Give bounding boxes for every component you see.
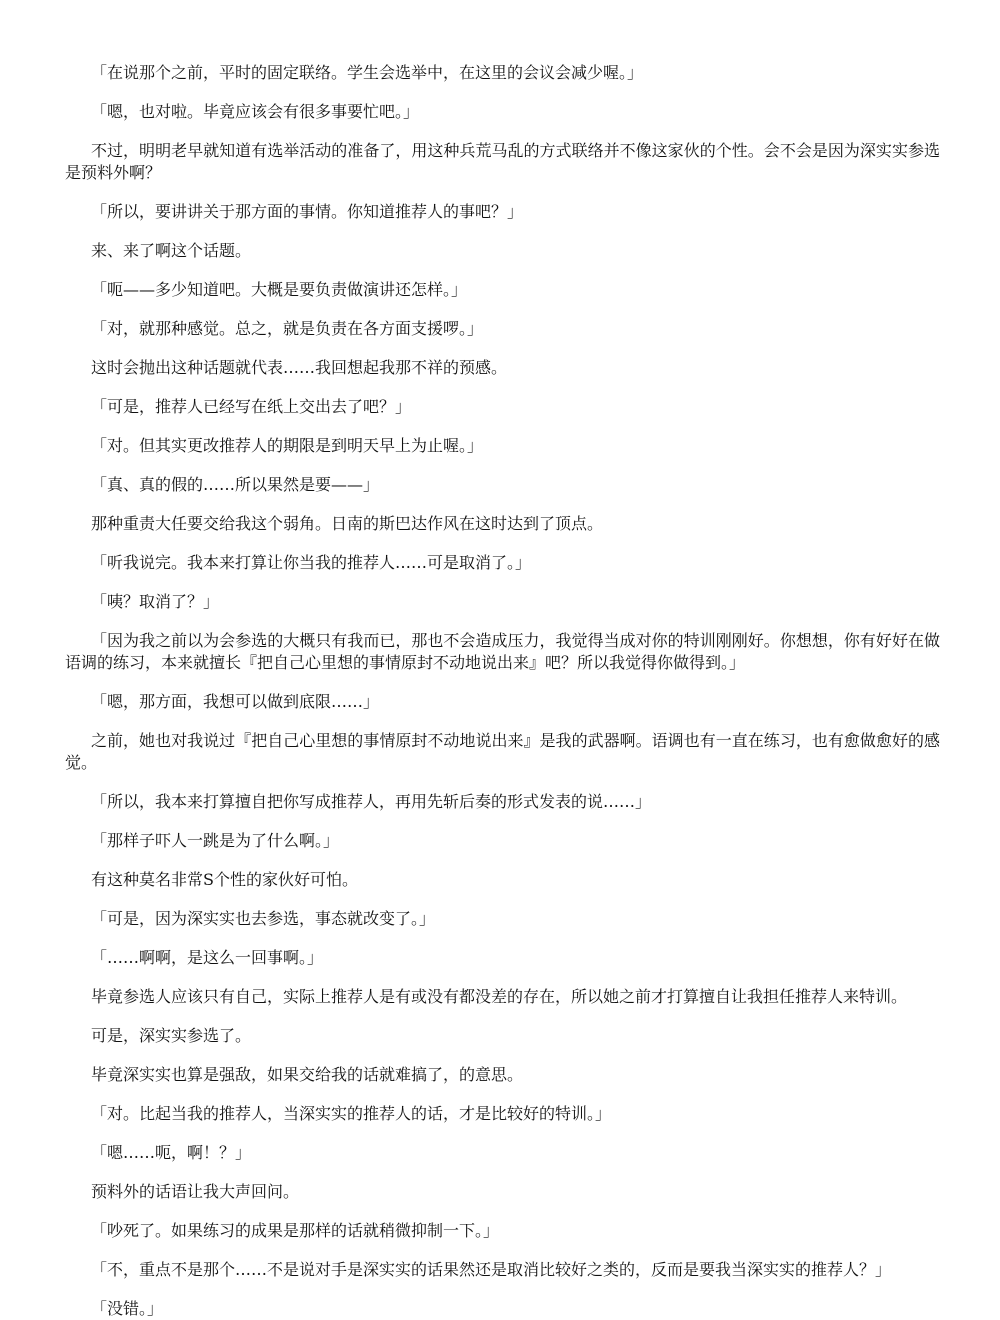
paragraph-5: 来、来了啊这个话题。 xyxy=(91,241,252,260)
paragraph-4: 「所以，要讲讲关于那方面的事情。你知道推荐人的事吧？」 xyxy=(91,202,524,221)
paragraph-18: 「所以，我本来打算擅自把你写成推荐人，再用先斩后奏的形式发表的说……」 xyxy=(91,792,652,811)
paragraph-31: 「没错。」 xyxy=(91,1299,164,1318)
paragraph-28: 预料外的话语让我大声回问。 xyxy=(91,1182,300,1201)
paragraph-10: 「对。但其实更改推荐人的期限是到明天早上为止喔。」 xyxy=(91,436,484,455)
paragraph-1: 「在说那个之前，平时的固定联络。学生会选举中，在这里的会议会减少喔。」 xyxy=(91,63,644,82)
paragraph-25: 毕竟深实实也算是强敌，如果交给我的话就难搞了，的意思。 xyxy=(91,1065,524,1084)
paragraph-22: 「……啊啊，是这么一回事啊。」 xyxy=(91,948,324,967)
paragraph-29: 「吵死了。如果练习的成果是那样的话就稍微抑制一下。」 xyxy=(91,1221,500,1240)
paragraph-23: 毕竟参选人应该只有自己，实际上推荐人是有或没有都没差的存在，所以她之前才打算擅自让我担任推荐人来特训。 xyxy=(91,987,908,1006)
paragraph-27: 「嗯……呃，啊！？」 xyxy=(91,1143,252,1162)
paragraph-19: 「那样子吓人一跳是为了什么啊。」 xyxy=(91,831,340,850)
paragraph-2: 「嗯，也对啦。毕竟应该会有很多事要忙吧。」 xyxy=(91,102,420,121)
paragraph-9: 「可是，推荐人已经写在纸上交出去了吧？」 xyxy=(91,397,412,416)
paragraph-14: 「咦？取消了？」 xyxy=(91,592,220,611)
paragraph-11: 「真、真的假的……所以果然是要——」 xyxy=(91,475,380,494)
paragraph-15: 「因为我之前以为会参选的大概只有我而已，那也不会造成压力，我觉得当成对你的特训刚刚好。你想想，你有好好在做语调的练习，本来就擅长『把自己心里想的事情原封不动地说出来』吧？所以我觉得你做得到。」 xyxy=(65,631,940,672)
paragraph-12: 那种重责大任要交给我这个弱角。日南的斯巴达作风在这时达到了顶点。 xyxy=(91,514,604,533)
paragraph-26: 「对。比起当我的推荐人，当深实实的推荐人的话，才是比较好的特训。」 xyxy=(91,1104,612,1123)
paragraph-20: 有这种莫名非常S个性的家伙好可怕。 xyxy=(91,870,358,889)
paragraph-8: 这时会抛出这种话题就代表……我回想起我那不祥的预感。 xyxy=(91,358,508,377)
paragraph-17: 之前，她也对我说过『把自己心里想的事情原封不动地说出来』是我的武器啊。语调也有一直在练习，也有愈做愈好的感觉。 xyxy=(65,731,940,772)
paragraph-16: 「嗯，那方面，我想可以做到底限……」 xyxy=(91,692,380,711)
paragraph-21: 「可是，因为深实实也去参选，事态就改变了。」 xyxy=(91,909,436,928)
paragraph-6: 「呃——多少知道吧。大概是要负责做演讲还怎样。」 xyxy=(91,280,468,299)
paragraph-7: 「对，就那种感觉。总之，就是负责在各方面支援啰。」 xyxy=(91,319,484,338)
paragraph-30: 「不，重点不是那个……不是说对手是深实实的话果然还是取消比较好之类的，反而是要我当深实实的推荐人？」 xyxy=(91,1260,892,1279)
paragraph-3: 不过，明明老早就知道有选举活动的准备了，用这种兵荒马乱的方式联络并不像这家伙的个性。会不会是因为深实实参选是预料外啊？ xyxy=(65,141,940,182)
paragraph-24: 可是，深实实参选了。 xyxy=(91,1026,252,1045)
paragraph-13: 「听我说完。我本来打算让你当我的推荐人……可是取消了。」 xyxy=(91,553,532,572)
